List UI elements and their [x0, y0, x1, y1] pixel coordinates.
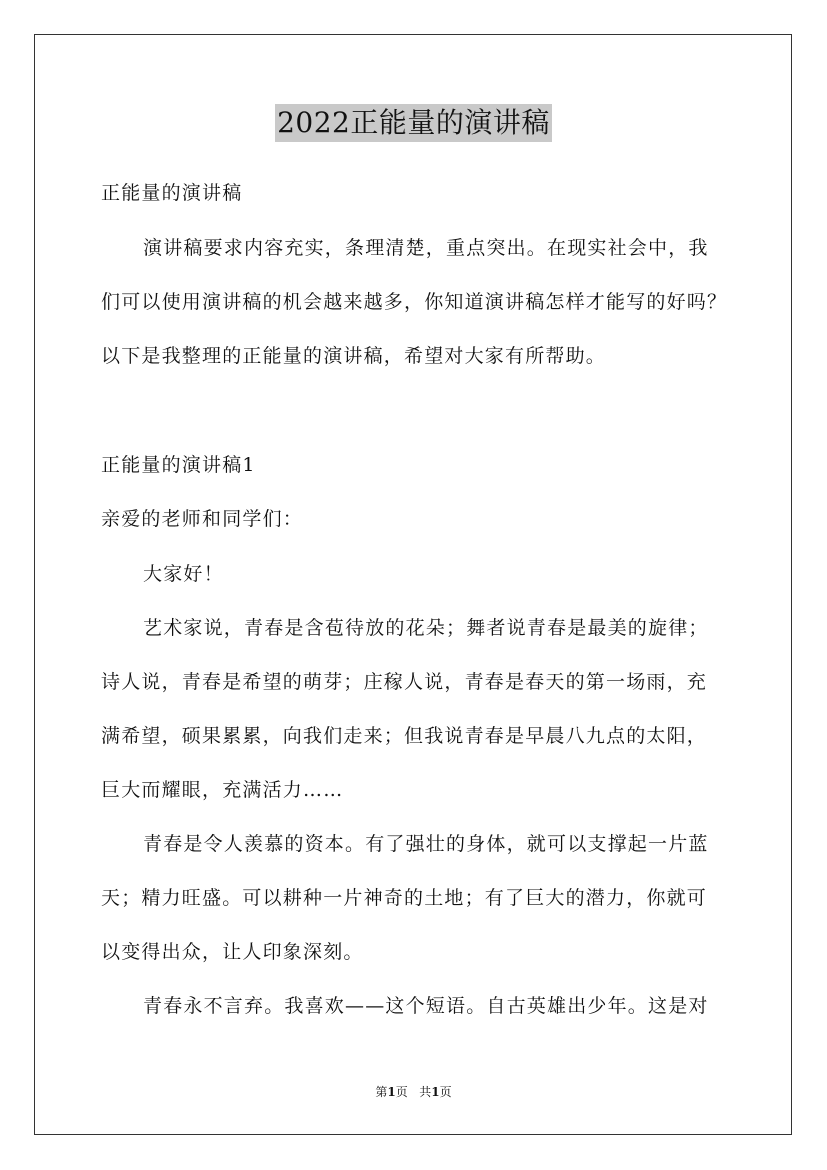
body-line: 青春永不言弃。我喜欢——这个短语。自古英雄出少年。这是对 — [143, 995, 709, 1017]
body-line: 诗人说，青春是希望的萌芽；庄稼人说，青春是春天的第一场雨，充 — [101, 671, 708, 693]
page-suffix: 页 — [395, 1085, 408, 1099]
body-line: 天；精力旺盛。可以耕种一片神奇的土地；有了巨大的潜力，你就可 — [101, 887, 708, 909]
body-line: 满希望，硕果累累，向我们走来；但我说青春是早晨八九点的太阳， — [101, 725, 708, 747]
title-container — [0, 104, 827, 142]
page-footer — [0, 1084, 827, 1100]
section-heading: 正能量的演讲稿1 — [101, 454, 256, 476]
intro-line: 们可以使用演讲稿的机会越来越多，你知道演讲稿怎样才能写的好吗？ — [101, 291, 728, 313]
body-line: 巨大而耀眼，充满活力…… — [101, 779, 344, 801]
document-title: 2022正能量的演讲稿 — [275, 104, 552, 142]
subtitle: 正能量的演讲稿 — [101, 182, 243, 204]
total-pages: 1 — [431, 1085, 440, 1099]
page-prefix: 第 — [375, 1085, 388, 1099]
intro-line: 以下是我整理的正能量的演讲稿，希望对大家有所帮助。 — [101, 345, 607, 367]
greeting: 大家好！ — [143, 563, 224, 585]
body-line: 以变得出众，让人印象深刻。 — [101, 941, 364, 963]
total-suffix: 页 — [439, 1085, 452, 1099]
body-line: 艺术家说，青春是含苞待放的花朵；舞者说青春是最美的旋律； — [143, 617, 709, 639]
body-line: 青春是令人羡慕的资本。有了强壮的身体，就可以支撑起一片蓝 — [143, 833, 709, 855]
salutation: 亲爱的老师和同学们： — [101, 508, 304, 530]
total-prefix: 共 — [419, 1085, 432, 1099]
page-number: 1 — [387, 1085, 396, 1099]
intro-line: 演讲稿要求内容充实，条理清楚，重点突出。在现实社会中，我 — [143, 237, 709, 259]
